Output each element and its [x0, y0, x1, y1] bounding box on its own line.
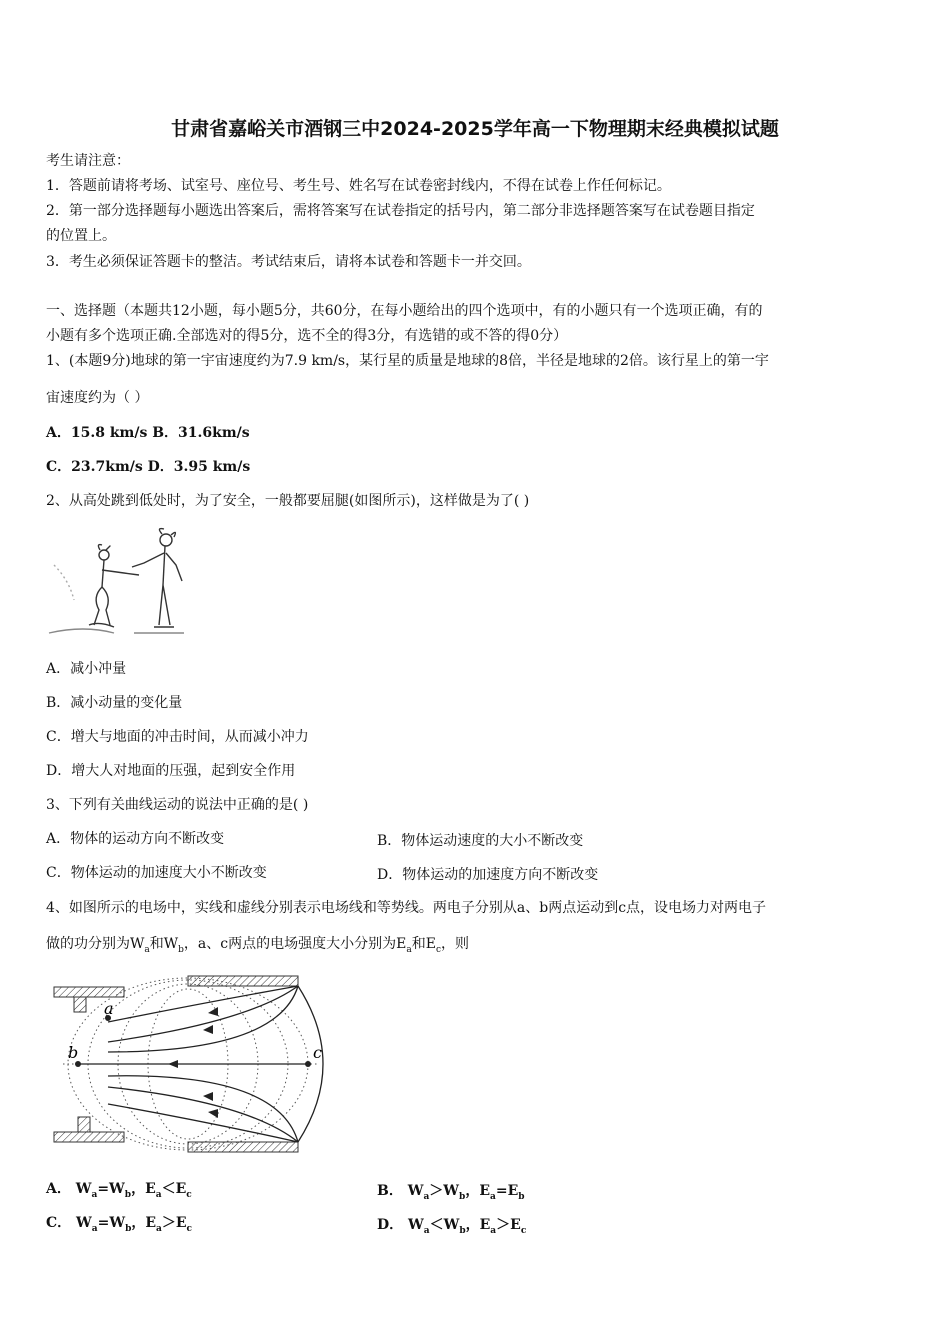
q4-option-c: C． $W_a=W_b$，$E_a>E_c$: [46, 1215, 193, 1234]
q4-option-a: A． $W_a=W_b$，$E_a<E_c$: [46, 1181, 192, 1200]
notice-item-3: 3．考生必须保证答题卡的整洁。考试结束后，请将本试卷和答题卡一并交回。: [46, 254, 531, 270]
q3-option-b: B．物体运动速度的大小不断改变: [377, 833, 584, 849]
q1-options-ab: A．15.8 km/s B．31.6km/s: [46, 425, 250, 441]
q2-jump-figure: [44, 525, 194, 640]
q3-option-c: C．物体运动的加速度大小不断改变: [46, 865, 267, 881]
section-heading-line2: 小题有多个选项正确.全部选对的得5分，选不全的得3分，有选错的或不答的得0分）: [46, 328, 568, 344]
notice-heading: 考生请注意：: [46, 153, 130, 169]
notice-item-2: 2．第一部分选择题每小题选出答案后，需将答案写在试卷指定的括号内，第二部分非选择题答案写在试卷题目指定: [46, 203, 755, 219]
q4-stem-line1: 4、如图所示的电场中，实线和虚线分别表示电场线和等势线。两电子分别从a、b两点运动到c点，设电场力对两电子: [46, 900, 767, 916]
q4-option-d: D． $W_a<W_b$，$E_a>E_c$: [377, 1217, 527, 1236]
q2-option-d: D．增大人对地面的压强，起到安全作用: [46, 763, 296, 779]
q3-option-d: D．物体运动的加速度方向不断改变: [377, 867, 599, 883]
q1-options-cd: C．23.7km/s D．3.95 km/s: [46, 459, 251, 475]
notice-item-1: 1．答题前请将考场、试室号、座位号、考生号、姓名写在试卷密封线内，不得在试卷上作任何标记。: [46, 178, 671, 194]
section-heading-line1: 一、选择题（本题共12小题，每小题5分，共60分，在每小题给出的四个选项中，有的小题只有一个选项正确，有的: [46, 303, 763, 319]
q4-electric-field-figure: [48, 972, 338, 1162]
q1-stem-line1: 1、(本题9分)地球的第一宇宙速度约为7.9 km/s，某行星的质量是地球的8倍，半径是地球的2倍。该行星上的第一宇: [46, 353, 769, 369]
q2-option-a: A．减小冲量: [46, 661, 127, 677]
q1-stem-line2: 宙速度约为（ ）: [46, 390, 149, 406]
q4-option-b: B． $W_a>W_b$，$E_a=E_b$: [377, 1183, 525, 1202]
q4-stem-line2: 做的功分别为$W_a$和$W_b$，a、c两点的电场强度大小分别为$E_a$和$E_c$，则: [46, 936, 469, 955]
q2-option-c: C．增大与地面的冲击时间，从而减小冲力: [46, 729, 309, 745]
q3-stem: 3、下列有关曲线运动的说法中正确的是( ): [46, 797, 309, 813]
notice-item-2-cont: 的位置上。: [46, 228, 116, 244]
fig-label-c: c: [313, 1043, 322, 1062]
fig-label-a: a: [104, 999, 114, 1018]
q2-stem: 2、从高处跳到低处时，为了安全，一般都要屈腿(如图所示)，这样做是为了( ): [46, 493, 530, 509]
q2-option-b: B．减小动量的变化量: [46, 695, 183, 711]
q3-option-a: A．物体的运动方向不断改变: [46, 831, 225, 847]
fig-label-b: b: [68, 1043, 79, 1062]
page-title: 甘肃省嘉峪关市酒钢三中2024-2025学年高一下物理期末经典模拟试题: [171, 118, 779, 140]
